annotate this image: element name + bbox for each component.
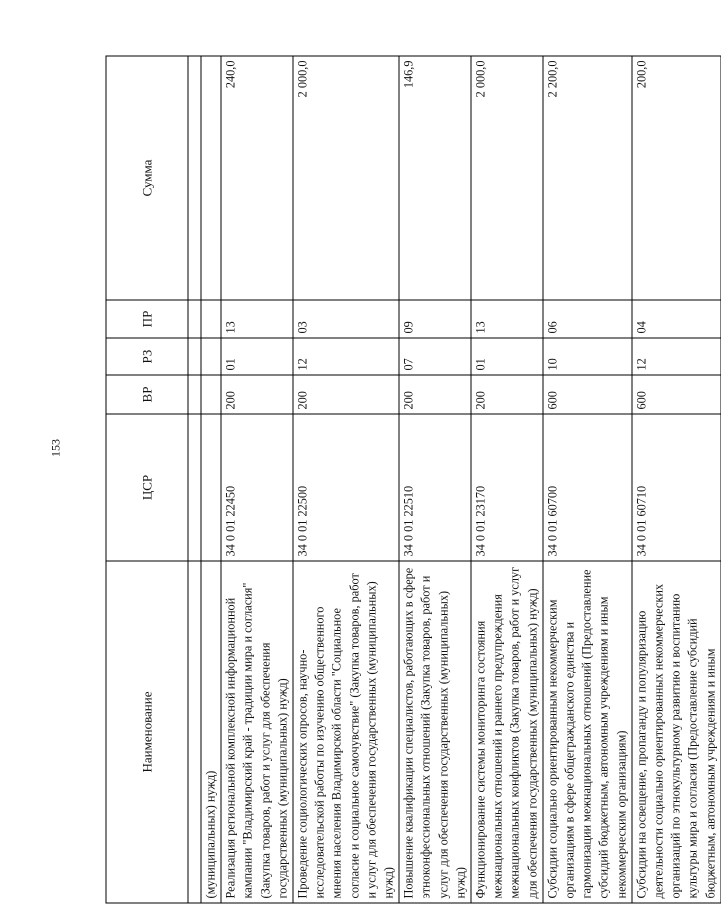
row-vr: 600 xyxy=(632,375,721,414)
rotated-table-wrapper xyxy=(106,57,718,904)
page-number: 153 xyxy=(48,439,63,457)
row-csr: 34 0 01 60700 xyxy=(543,414,632,561)
row-csr: 34 0 01 23170 xyxy=(471,414,543,561)
continuation-row xyxy=(201,56,221,903)
row-vr: 200 xyxy=(221,375,293,414)
continuation-text: (муниципальных) нужд) xyxy=(201,561,221,903)
header-sum: Сумма xyxy=(106,56,188,300)
row-name: Повышение квалификации специалистов, работающих в сфере этноконфессиональных отношений (Закупка товаров, работ и услуг для обеспечения государственных (муниципальных) нужд) xyxy=(399,561,471,903)
row-name: Проведение социологических опросов, научно-исследовательской работы по изучению общественного мнения населения Владимирской области "Социальное согласие и социальное самочувствие" (Закупка товаров, работ и услуг для обеспечения государственных (муниципальных) нужд) xyxy=(293,561,399,903)
row-rz: 01 xyxy=(221,338,293,375)
header-rz: РЗ xyxy=(106,338,188,375)
table-row xyxy=(543,56,632,903)
table-row xyxy=(221,56,293,903)
row-pr: 06 xyxy=(543,300,632,338)
spacer-row xyxy=(188,56,201,903)
row-name: Реализация региональной комплексной информационной кампании "Владимирский край - традиции мира и согласия" (Закупка товаров, работ и услуг для обеспечения государственных (муниципальных) нужд) xyxy=(221,561,293,903)
row-rz: 10 xyxy=(543,338,632,375)
row-sum: 200,0 xyxy=(632,56,721,300)
header-name: Наименование xyxy=(106,561,188,903)
row-pr: 13 xyxy=(471,300,543,338)
row-vr: 200 xyxy=(399,375,471,414)
budget-table xyxy=(106,56,721,904)
row-pr: 04 xyxy=(632,300,721,338)
row-name: Функционирование системы мониторинга состояния межнациональных отношений и раннего предупреждения межнациональных конфликтов (Закупка товаров, работ и услуг для обеспечения государственных (муниципальных) нужд) xyxy=(471,561,543,903)
row-csr: 34 0 01 22510 xyxy=(399,414,471,561)
row-rz: 07 xyxy=(399,338,471,375)
row-vr: 200 xyxy=(471,375,543,414)
row-rz: 01 xyxy=(471,338,543,375)
row-vr: 200 xyxy=(293,375,399,414)
table-row xyxy=(293,56,399,903)
row-sum: 240,0 xyxy=(221,56,293,300)
header-row xyxy=(106,56,188,903)
row-pr: 09 xyxy=(399,300,471,338)
row-name: Субсидии социально ориентированным некоммерческим организациям в сфере общегражданского единства и гармонизации межнациональных отношений (Предоставление субсидий бюджетным, автономным учреждениям и иным некоммерческим организациям) xyxy=(543,561,632,903)
header-vr: ВР xyxy=(106,375,188,414)
table-row xyxy=(399,56,471,903)
row-pr: 13 xyxy=(221,300,293,338)
header-csr: ЦСР xyxy=(106,414,188,561)
row-rz: 12 xyxy=(293,338,399,375)
row-sum: 2 200,0 xyxy=(543,56,632,300)
row-csr: 34 0 01 22500 xyxy=(293,414,399,561)
row-pr: 03 xyxy=(293,300,399,338)
row-rz: 12 xyxy=(632,338,721,375)
row-sum: 2 000,0 xyxy=(293,56,399,300)
table-row xyxy=(471,56,543,903)
row-csr: 34 0 01 60710 xyxy=(632,414,721,561)
row-csr: 34 0 01 22450 xyxy=(221,414,293,561)
header-pr: ПР xyxy=(106,300,188,338)
row-sum: 2 000,0 xyxy=(471,56,543,300)
row-sum: 146,9 xyxy=(399,56,471,300)
row-vr: 600 xyxy=(543,375,632,414)
row-name: Субсидии на освещение, пропаганду и популяризацию деятельности социально ориентированных некоммерческих организаций по этнокультурному развитию и воспитанию культуры мира и согласия (Предоставление субсидий бюджетным, автономным учреждениям и иным xyxy=(632,561,721,903)
table-row xyxy=(632,56,721,903)
